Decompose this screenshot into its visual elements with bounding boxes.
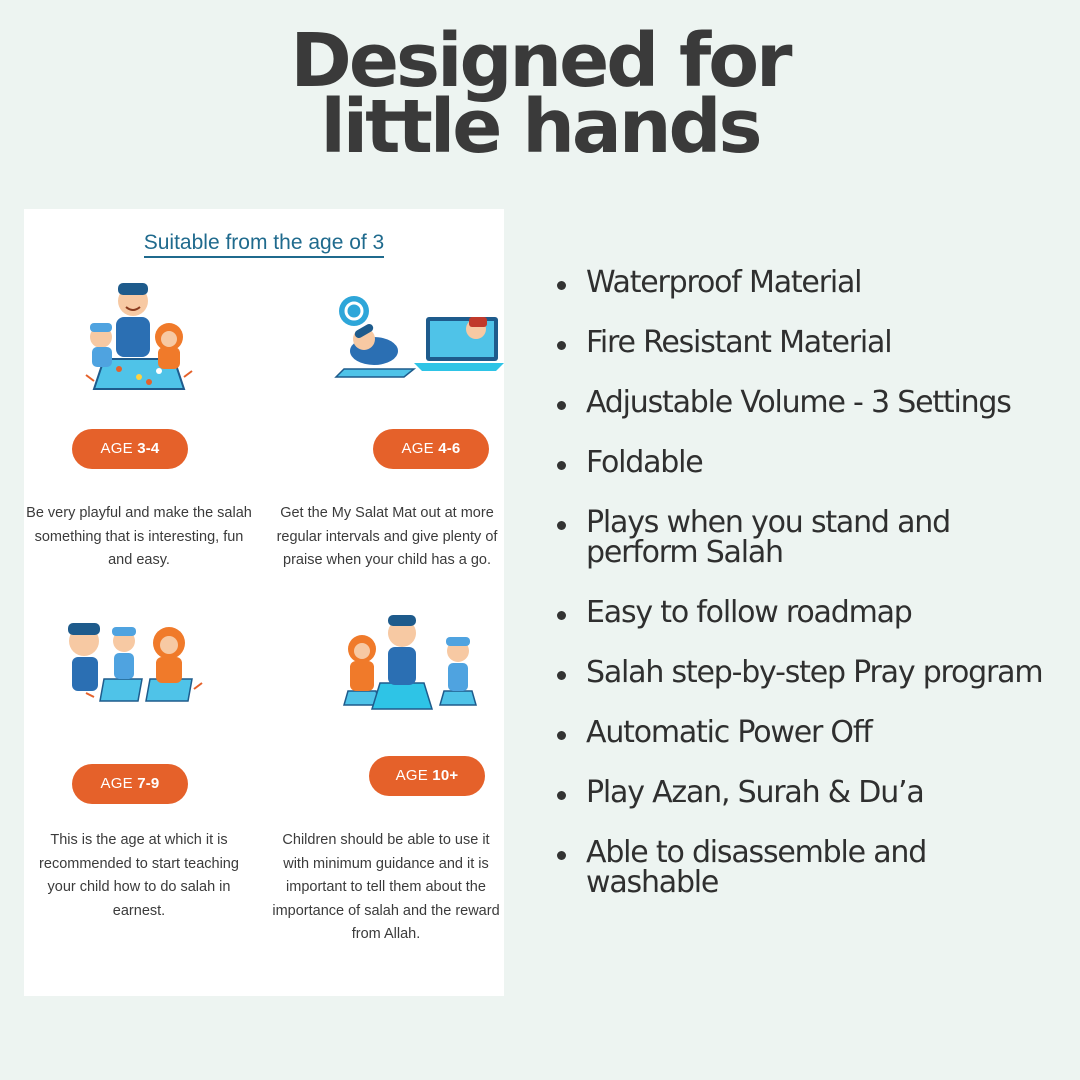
headline-line-1: Designed for (290, 18, 790, 104)
age-badge-3-4: AGE 3-4 (72, 429, 188, 469)
age-description-4-6: Get the My Salat Mat out at more regular intervals and give plenty of praise when your child has a go. (276, 505, 498, 568)
age-group-10-plus (264, 609, 504, 942)
feature-item: Plays when you stand and perform Salah (555, 508, 966, 568)
headline-line-2: little hands (320, 84, 760, 170)
age-description-3-4: Be very playful and make the salah something that is interesting, fun and easy. (26, 505, 252, 568)
feature-item: Easy to follow roadmap (555, 598, 1065, 628)
age-badge-4-6: AGE 4-6 (373, 429, 489, 469)
family-on-mat-icon (24, 277, 264, 397)
age-badge-10-plus: AGE 10+ (369, 756, 485, 796)
age-badge-7-9: AGE 7-9 (72, 764, 188, 804)
headline (0, 18, 1080, 170)
age-description-10-plus: Children should be able to use it with minimum guidance and it is important to tell them about the importance of salah and the reward from Allah. (272, 832, 500, 942)
age-guide-card (24, 209, 504, 996)
child-prostrating-icon (264, 277, 504, 397)
three-children-icon (24, 609, 264, 709)
family-standing-icon (264, 609, 504, 714)
feature-item: Automatic Power Off (555, 718, 1065, 748)
feature-item: Foldable (555, 448, 1065, 478)
feature-item: Salah step-by-step Pray program (555, 658, 1065, 688)
feature-item: Able to disassemble and washable (555, 838, 966, 898)
feature-item: Play Azan, Surah & Du’a (555, 778, 1065, 808)
age-group-3-4 (24, 277, 264, 607)
age-group-4-6 (264, 277, 504, 607)
age-group-7-9 (24, 609, 264, 939)
card-title: Suitable from the age of 3 (24, 231, 504, 255)
feature-item: Adjustable Volume - 3 Settings (555, 388, 1065, 418)
feature-item: Waterproof Material (555, 268, 1065, 298)
age-description-7-9: This is the age at which it is recommended to start teaching your child how to do salah in earnest. (39, 832, 239, 919)
feature-item: Fire Resistant Material (555, 328, 1065, 358)
feature-list (555, 265, 1065, 928)
